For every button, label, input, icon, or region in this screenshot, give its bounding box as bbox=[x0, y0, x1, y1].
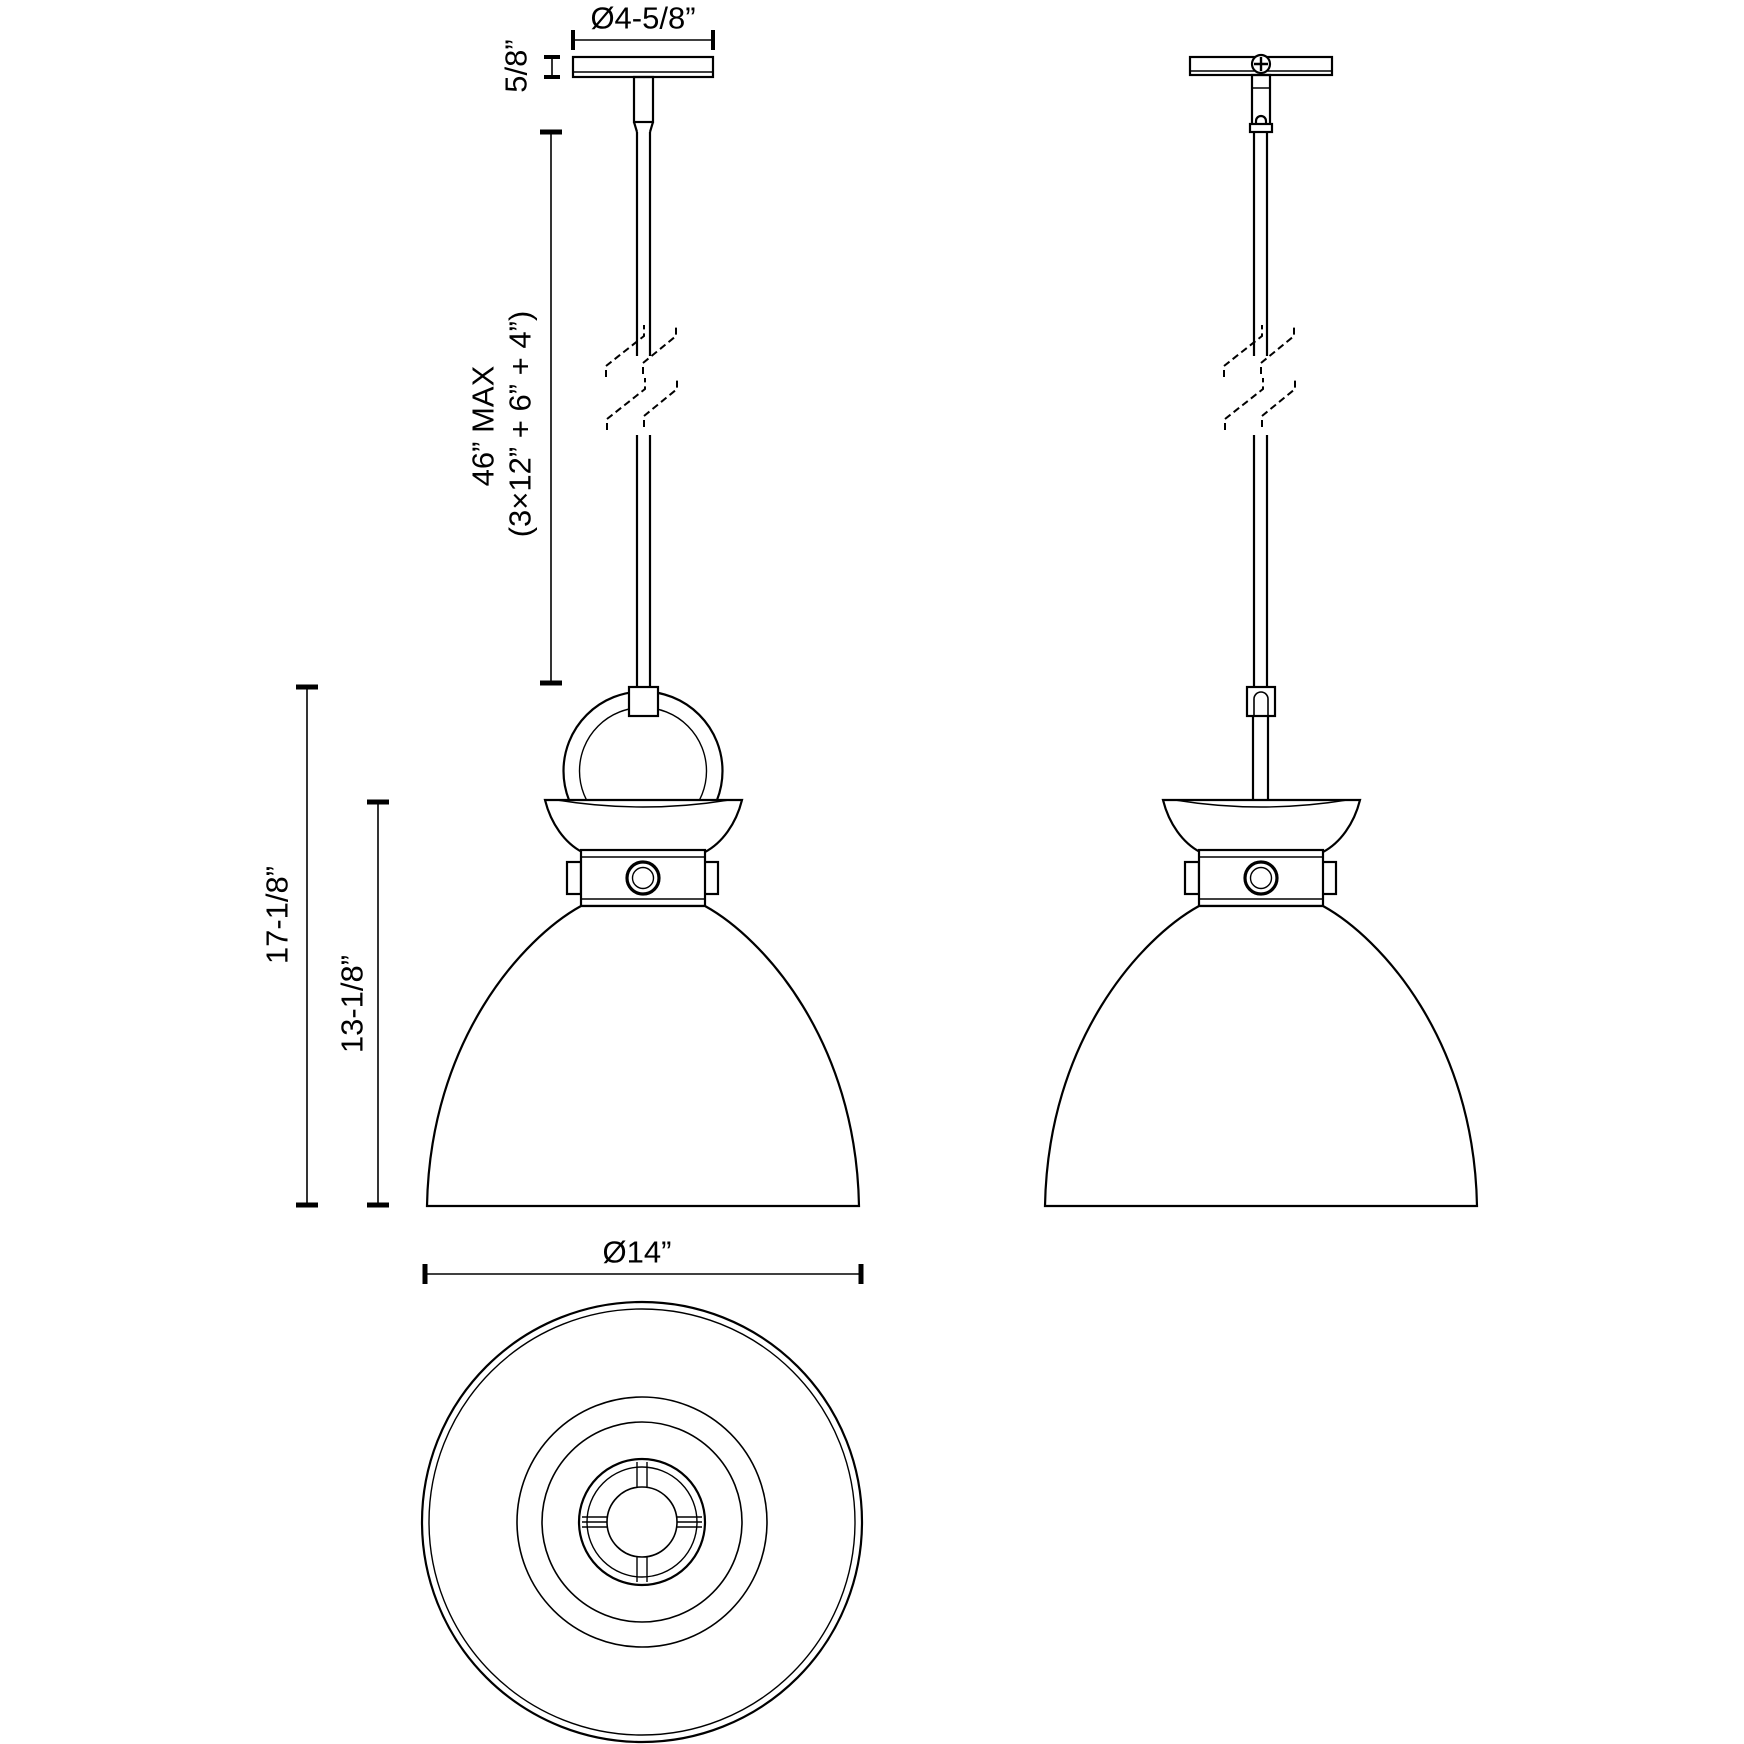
rod-length-breakdown-label: (3×12” + 6” + 4”) bbox=[502, 310, 538, 538]
side-band-left-tab bbox=[1185, 862, 1199, 894]
canopy-height-label: 5/8” bbox=[498, 39, 534, 93]
front-cup bbox=[545, 800, 742, 852]
canopy-screw-icon bbox=[1252, 55, 1270, 73]
front-ring-connector bbox=[629, 687, 658, 716]
overall-height-label: 17-1/8” bbox=[259, 865, 295, 965]
rod-length-max-label: 46” MAX bbox=[465, 365, 501, 487]
front-band-left-tab bbox=[567, 862, 581, 894]
canopy-diameter-label: Ø4-5/8” bbox=[590, 0, 696, 36]
side-cup bbox=[1163, 800, 1360, 852]
front-band-knob bbox=[627, 862, 659, 894]
side-band-knob bbox=[1245, 862, 1277, 894]
shade-height-label: 13-1/8” bbox=[334, 954, 370, 1054]
shade-diameter-label: Ø14” bbox=[602, 1234, 672, 1270]
